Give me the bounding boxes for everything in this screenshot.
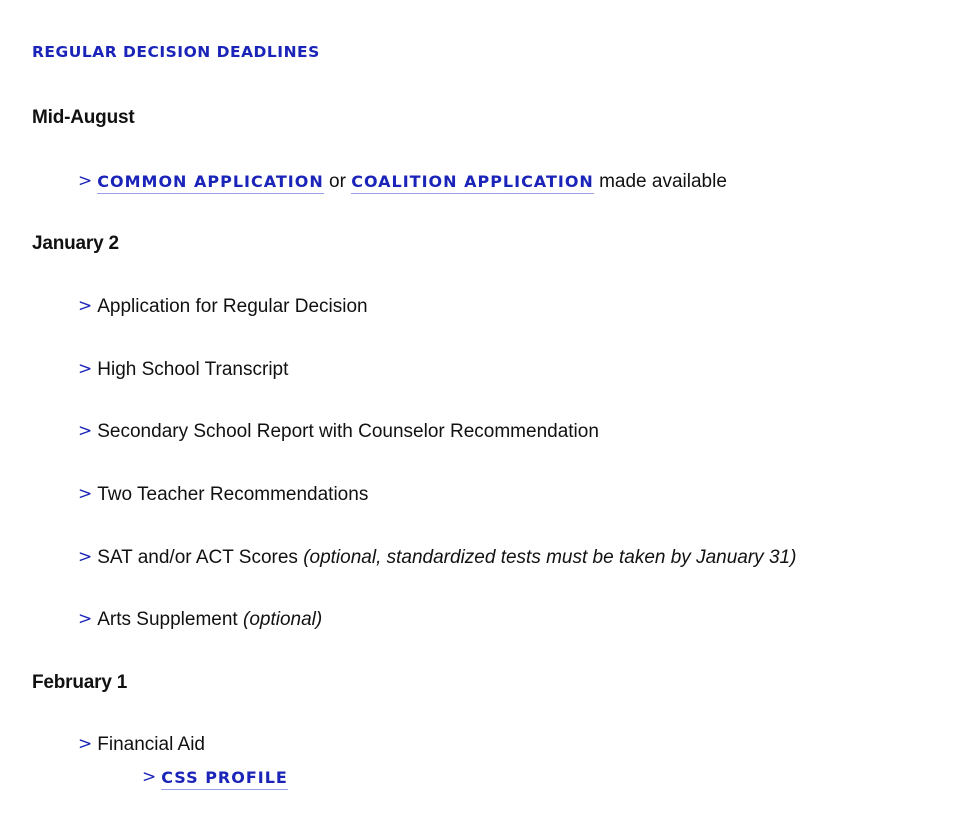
chevron-right-icon: >	[142, 767, 157, 787]
availability-text: made available	[599, 171, 727, 192]
item-text: Two Teacher Recommendations	[97, 484, 369, 505]
chevron-right-icon: >	[78, 547, 93, 567]
list-item	[78, 547, 796, 569]
chevron-right-icon: >	[78, 421, 93, 441]
chevron-right-icon: >	[78, 609, 93, 629]
chevron-right-icon: >	[78, 359, 93, 379]
date-heading-february-1: February 1	[32, 672, 128, 693]
list-item	[78, 296, 368, 318]
sub-list-item-css-profile	[142, 767, 288, 789]
section-title: REGULAR DECISION DEADLINES	[32, 43, 320, 61]
css-profile-link[interactable]: CSS PROFILE	[161, 768, 288, 790]
item-text: High School Transcript	[97, 359, 289, 380]
chevron-right-icon: >	[78, 296, 93, 316]
item-text: SAT and/or ACT Scores	[97, 547, 298, 568]
common-application-link[interactable]: COMMON APPLICATION	[97, 172, 323, 194]
list-item-financial-aid	[78, 734, 205, 756]
list-item	[78, 609, 322, 631]
list-item-application-availability	[78, 171, 727, 193]
item-text: Arts Supplement	[97, 609, 238, 630]
chevron-right-icon: >	[78, 734, 93, 754]
item-note: (optional)	[243, 609, 323, 630]
connector-text: or	[329, 171, 346, 192]
item-text: Application for Regular Decision	[97, 296, 368, 317]
chevron-right-icon: >	[78, 171, 93, 191]
item-note: (optional, standardized tests must be taken by January 31)	[303, 547, 797, 568]
list-item	[78, 359, 288, 381]
deadlines-page	[32, 0, 960, 820]
item-text: Secondary School Report with Counselor Recommendation	[97, 421, 599, 442]
date-heading-mid-august: Mid-August	[32, 107, 135, 128]
list-item	[78, 421, 599, 443]
item-text: Financial Aid	[97, 734, 205, 755]
list-item	[78, 484, 368, 506]
coalition-application-link[interactable]: COALITION APPLICATION	[351, 172, 594, 194]
date-heading-january-2: January 2	[32, 233, 119, 254]
chevron-right-icon: >	[78, 484, 93, 504]
